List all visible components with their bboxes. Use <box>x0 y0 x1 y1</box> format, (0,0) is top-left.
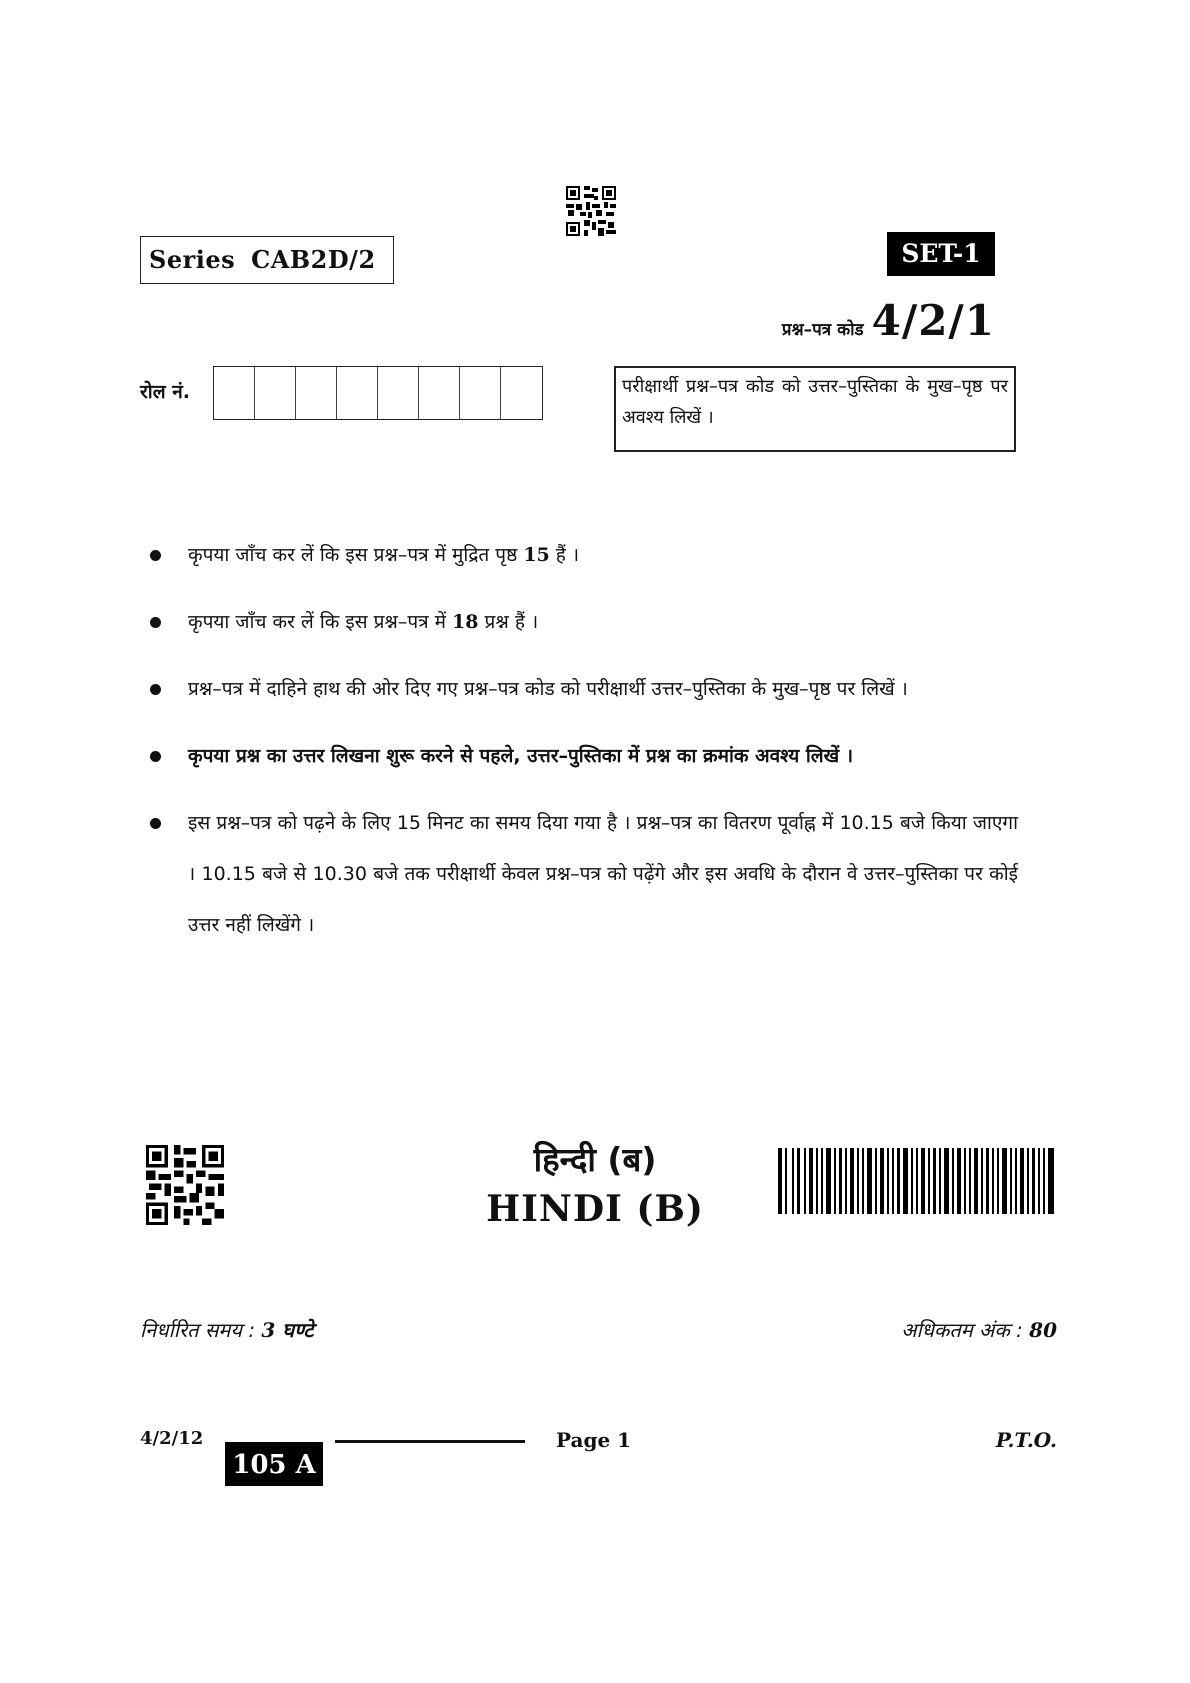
bullet-icon <box>150 550 161 561</box>
barcode-icon <box>778 1148 1058 1214</box>
top-qr-code-icon <box>566 186 616 236</box>
maximum-marks: अधिकतम अंक : 80 <box>901 1318 1057 1342</box>
time-allowed: निर्धारित समय : 3 घण्टे <box>140 1318 314 1342</box>
subject-title-english: HINDI (B) <box>486 1188 704 1230</box>
bullet-icon <box>150 818 161 829</box>
page-number: Page 1 <box>556 1428 632 1452</box>
instruction-item: कृपया जाँच कर लें कि इस प्रश्न–पत्र में मुद्रित पृष्ठ 15 हैं । <box>148 530 1018 581</box>
bullet-icon <box>150 617 161 628</box>
pto-label: P.T.O. <box>995 1428 1057 1452</box>
paper-code <box>782 296 995 345</box>
roll-number-cell[interactable] <box>501 367 542 419</box>
roll-number-cell[interactable] <box>460 367 501 419</box>
series-box <box>140 236 394 284</box>
instructions-list <box>148 530 1018 951</box>
footer-divider <box>335 1440 525 1443</box>
roll-number-grid[interactable] <box>213 366 543 420</box>
roll-number-cell[interactable] <box>255 367 296 419</box>
roll-number-label: रोल नं. <box>140 381 190 403</box>
bullet-icon <box>150 751 161 762</box>
series-label: Series <box>149 245 236 274</box>
paper-code-value: 4/2/1 <box>871 296 995 345</box>
set-badge: SET-1 <box>887 232 995 276</box>
instruction-item: इस प्रश्न–पत्र को पढ़ने के लिए 15 मिनट का समय दिया गया है । प्रश्न–पत्र का वितरण पूर्वाह्न में 10.15 बजे किया जाएगा । 10.15 बजे से 10.30 बजे तक परीक्षार्थी केवल प्रश्न–पत्र को पढ़ेंगे और इस अवधि के दौरान वे उत्तर–पुस्तिका पर कोई उत्तर नहीं लिखेंगे । <box>148 798 1018 951</box>
roll-number-cell[interactable] <box>214 367 255 419</box>
instruction-item: कृपया प्रश्न का उत्तर लिखना शुरू करने से पहले, उत्तर–पुस्तिका में प्रश्न का क्रमांक अवश्य लिखें । <box>148 731 1018 782</box>
bullet-icon <box>150 684 161 695</box>
roll-number-cell[interactable] <box>419 367 460 419</box>
paper-code-label: प्रश्न–पत्र कोड <box>781 320 864 340</box>
series-code: CAB2D/2 <box>251 245 376 274</box>
instruction-item: कृपया जाँच कर लें कि इस प्रश्न–पत्र में 18 प्रश्न हैं । <box>148 597 1018 648</box>
footer-badge: 105 A <box>225 1442 323 1486</box>
roll-number-cell[interactable] <box>296 367 337 419</box>
roll-number-cell[interactable] <box>378 367 419 419</box>
roll-number-cell[interactable] <box>337 367 378 419</box>
footer-paper-code: 4/2/12 <box>140 1428 204 1449</box>
paper-code-note: परीक्षार्थी प्रश्न–पत्र कोड को उत्तर–पुस्तिका के मुख–पृष्ठ पर अवश्य लिखें । <box>614 366 1016 452</box>
subject-title-hindi: हिन्दी (ब) <box>533 1140 657 1179</box>
instruction-item: प्रश्न–पत्र में दाहिने हाथ की ओर दिए गए प्रश्न–पत्र कोड को परीक्षार्थी उत्तर–पुस्तिका के मुख–पृष्ठ पर लिखें । <box>148 664 1018 715</box>
